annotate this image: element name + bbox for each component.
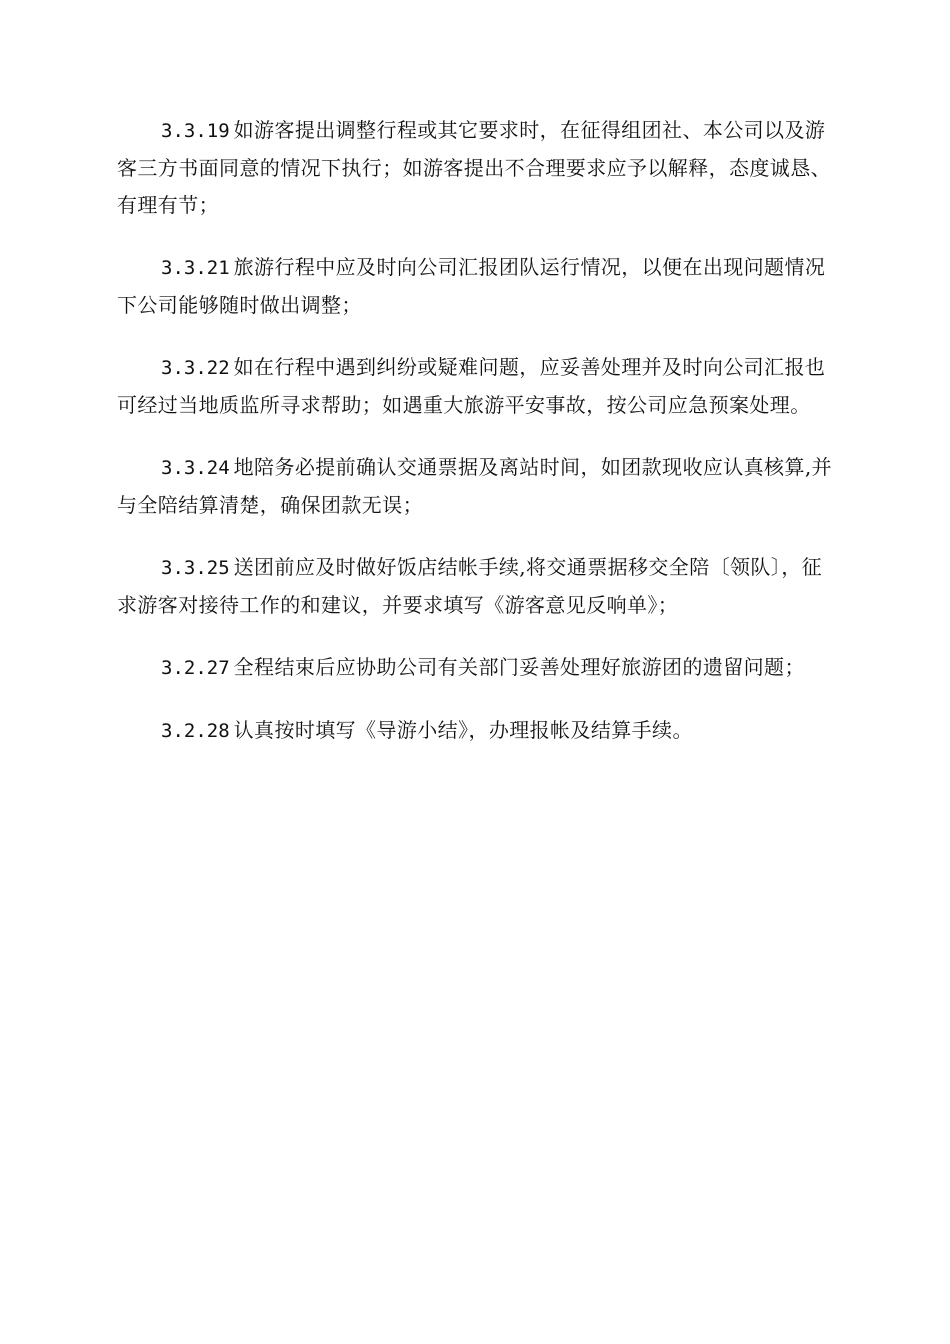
document-body — [117, 112, 835, 775]
paragraph-3-3-22 — [117, 349, 835, 424]
clause-text: 如在行程中遇到纠纷或疑难问题，应妥善处理并及时向公司汇报也可经过当地质监所寻求帮助；如遇重大旅游平安事故，按公司应急预案处理。 — [117, 355, 826, 417]
paragraph-3-2-27 — [117, 649, 835, 687]
paragraph-3-3-24 — [117, 449, 835, 524]
paragraph-3-2-28 — [117, 712, 835, 750]
clause-number: 3.3.21 — [161, 257, 230, 279]
paragraph-3-3-19 — [117, 112, 835, 224]
clause-text: 旅游行程中应及时向公司汇报团队运行情况，以便在出现问题情况下公司能够随时做出调整； — [117, 255, 826, 317]
clause-text: 地陪务必提前确认交通票据及离站时间，如团款现收应认真核算,并与全陪结算清楚，确保团款无误； — [117, 455, 832, 517]
clause-text: 全程结束后应协助公司有关部门妥善处理好旅游团的遗留问题； — [233, 655, 805, 679]
clause-text: 送团前应及时做好饭店结帐手续,将交通票据移交全陪〔领队〕，征求游客对接待工作的和建议，并要求填写《游客意见反响单》； — [117, 555, 822, 617]
clause-number: 3.3.25 — [161, 557, 230, 579]
clause-number: 3.3.24 — [161, 457, 230, 479]
clause-number: 3.2.28 — [161, 720, 230, 742]
clause-text: 如游客提出调整行程或其它要求时，在征得组团社、本公司以及游客三方书面同意的情况下执行；如游客提出不合理要求应予以解释，态度诚恳、有理有节； — [117, 118, 831, 217]
paragraph-3-3-21 — [117, 249, 835, 324]
clause-number: 3.2.27 — [161, 657, 230, 679]
paragraph-3-3-25 — [117, 549, 835, 624]
clause-number: 3.3.22 — [161, 357, 230, 379]
clause-text: 认真按时填写《导游小结》，办理报帐及结算手续。 — [233, 718, 693, 742]
clause-number: 3.3.19 — [161, 120, 230, 142]
